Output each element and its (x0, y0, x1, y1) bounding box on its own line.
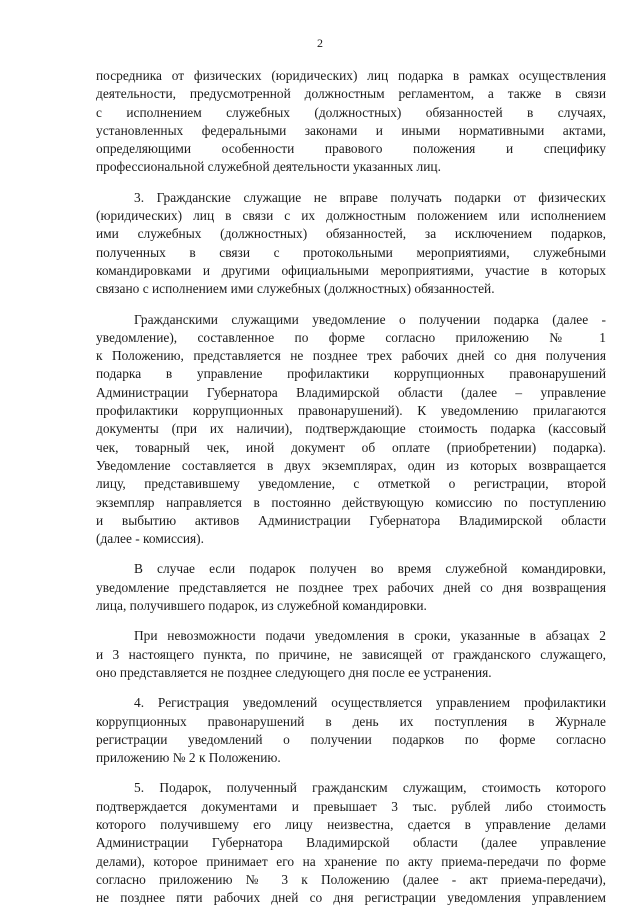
text-line: лицу, представившему уведомление, с отметкой о регистрации, второй (96, 476, 606, 492)
text-line: В случае если подарок получен во время служебной командировки, (134, 561, 606, 577)
text-line: ими служебных (должностных) обязанностей, за исключением подарков, (96, 226, 606, 242)
text-line: Уведомление составляется в двух экземплярах, один из которых возвращается (96, 457, 606, 473)
text-line: 3. Гражданские служащие не вправе получать подарки от физических (134, 189, 606, 205)
text-line: (юридических) лиц в связи с их должностным положением или исполнением (96, 208, 606, 224)
text-line: с исполнением служебных (должностных) обязанностей в случаях, (96, 104, 606, 120)
text-line: к Положению, представляется не позднее трех рабочих дней со дня получения (96, 348, 606, 364)
text-line: уведомление представляется не позднее трех рабочих дней со дня возвращения (96, 579, 606, 595)
text-line: чек, товарный чек, иной документ об оплате (приобретении) подарка). (96, 439, 606, 455)
document-body (96, 67, 606, 919)
text-line: 4. Регистрация уведомлений осуществляется управлением профилактики (134, 695, 606, 711)
text-line: и выбытию активов Администрации Губернатора Владимирской области (96, 512, 606, 528)
text-line: регистрации уведомлений о получении подарков по форме согласно (96, 731, 606, 747)
text-line: установленных федеральными законами и иными нормативными актами, (96, 122, 606, 138)
text-line: согласно приложению № 3 к Положению (далее - акт приема-передачи), (96, 871, 606, 887)
text-line: документы (при их наличии), подтверждающие стоимость подарка (кассовый (96, 421, 606, 437)
text-line: профессиональной служебной деятельности указанных лиц. (96, 159, 441, 175)
text-line: приложению № 2 к Положению. (96, 750, 281, 766)
text-line: (далее - комиссия). (96, 531, 204, 547)
text-line: и 3 настоящего пункта, по причине, не зависящей от гражданского служащего, (96, 646, 606, 662)
text-line: подарка в управление профилактики коррупционных правонарушений (96, 366, 606, 382)
text-line: При невозможности подачи уведомления в сроки, указанные в абзацах 2 (134, 628, 606, 644)
paragraph-impossibility (96, 627, 606, 682)
text-line: деятельности, предусмотренной должностным регламентом, а также в связи (96, 86, 606, 102)
text-line: 5. Подарок, полученный гражданским служащим, стоимость которого (134, 780, 606, 796)
text-line: посредника от физических (юридических) лиц подарка в рамках осуществления (96, 68, 606, 83)
text-line: Администрации Губернатора Владимирской области (далее – управление (96, 384, 606, 400)
text-line: связано с исполнением ими служебных (должностных) обязанностей. (96, 281, 495, 297)
paragraph-intermediary (96, 67, 606, 177)
text-line: делами), которое принимает его на хранение по акту приема-передачи по форме (96, 853, 606, 869)
paragraph-notification (96, 311, 606, 549)
text-line: подтверждается документами и превышает 3 тыс. рублей либо стоимость (96, 798, 606, 814)
text-line: полученных в связи с протокольными мероприятиями, служебными (96, 244, 606, 260)
text-line: лица, получившего подарок, из служебной командировки. (96, 598, 427, 614)
paragraph-item-4 (96, 694, 606, 767)
text-line: уведомление), составленное по форме согласно приложению № 1 (96, 329, 606, 345)
text-line: коррупционных правонарушений в день их поступления в Журнале (96, 713, 606, 729)
text-line: профилактики коррупционных правонарушений). К уведомлению прилагаются (96, 403, 606, 419)
paragraph-item-5 (96, 779, 606, 907)
text-line: не позднее пяти рабочих дней со дня регистрации уведомления управлением (96, 890, 606, 906)
text-line: которого получившему его лицу неизвестна, сдается в управление делами (96, 816, 606, 832)
text-line: Администрации Губернатора Владимирской области (далее управление (96, 835, 606, 851)
page-number: 2 (317, 36, 323, 50)
text-line: экземпляр направляется в постоянно действующую комиссию по поступлению (96, 494, 606, 510)
text-line: Гражданскими служащими уведомление о получении подарка (далее - (134, 311, 606, 327)
paragraph-item-3 (96, 189, 606, 299)
paragraph-business-trip (96, 560, 606, 615)
text-line: определяющими особенности правового положения и специфику (96, 141, 606, 157)
text-line: командировками и другими официальными мероприятиями, участие в которых (96, 262, 606, 278)
text-line: оно представляется не позднее следующего дня после ее устранения. (96, 664, 492, 680)
